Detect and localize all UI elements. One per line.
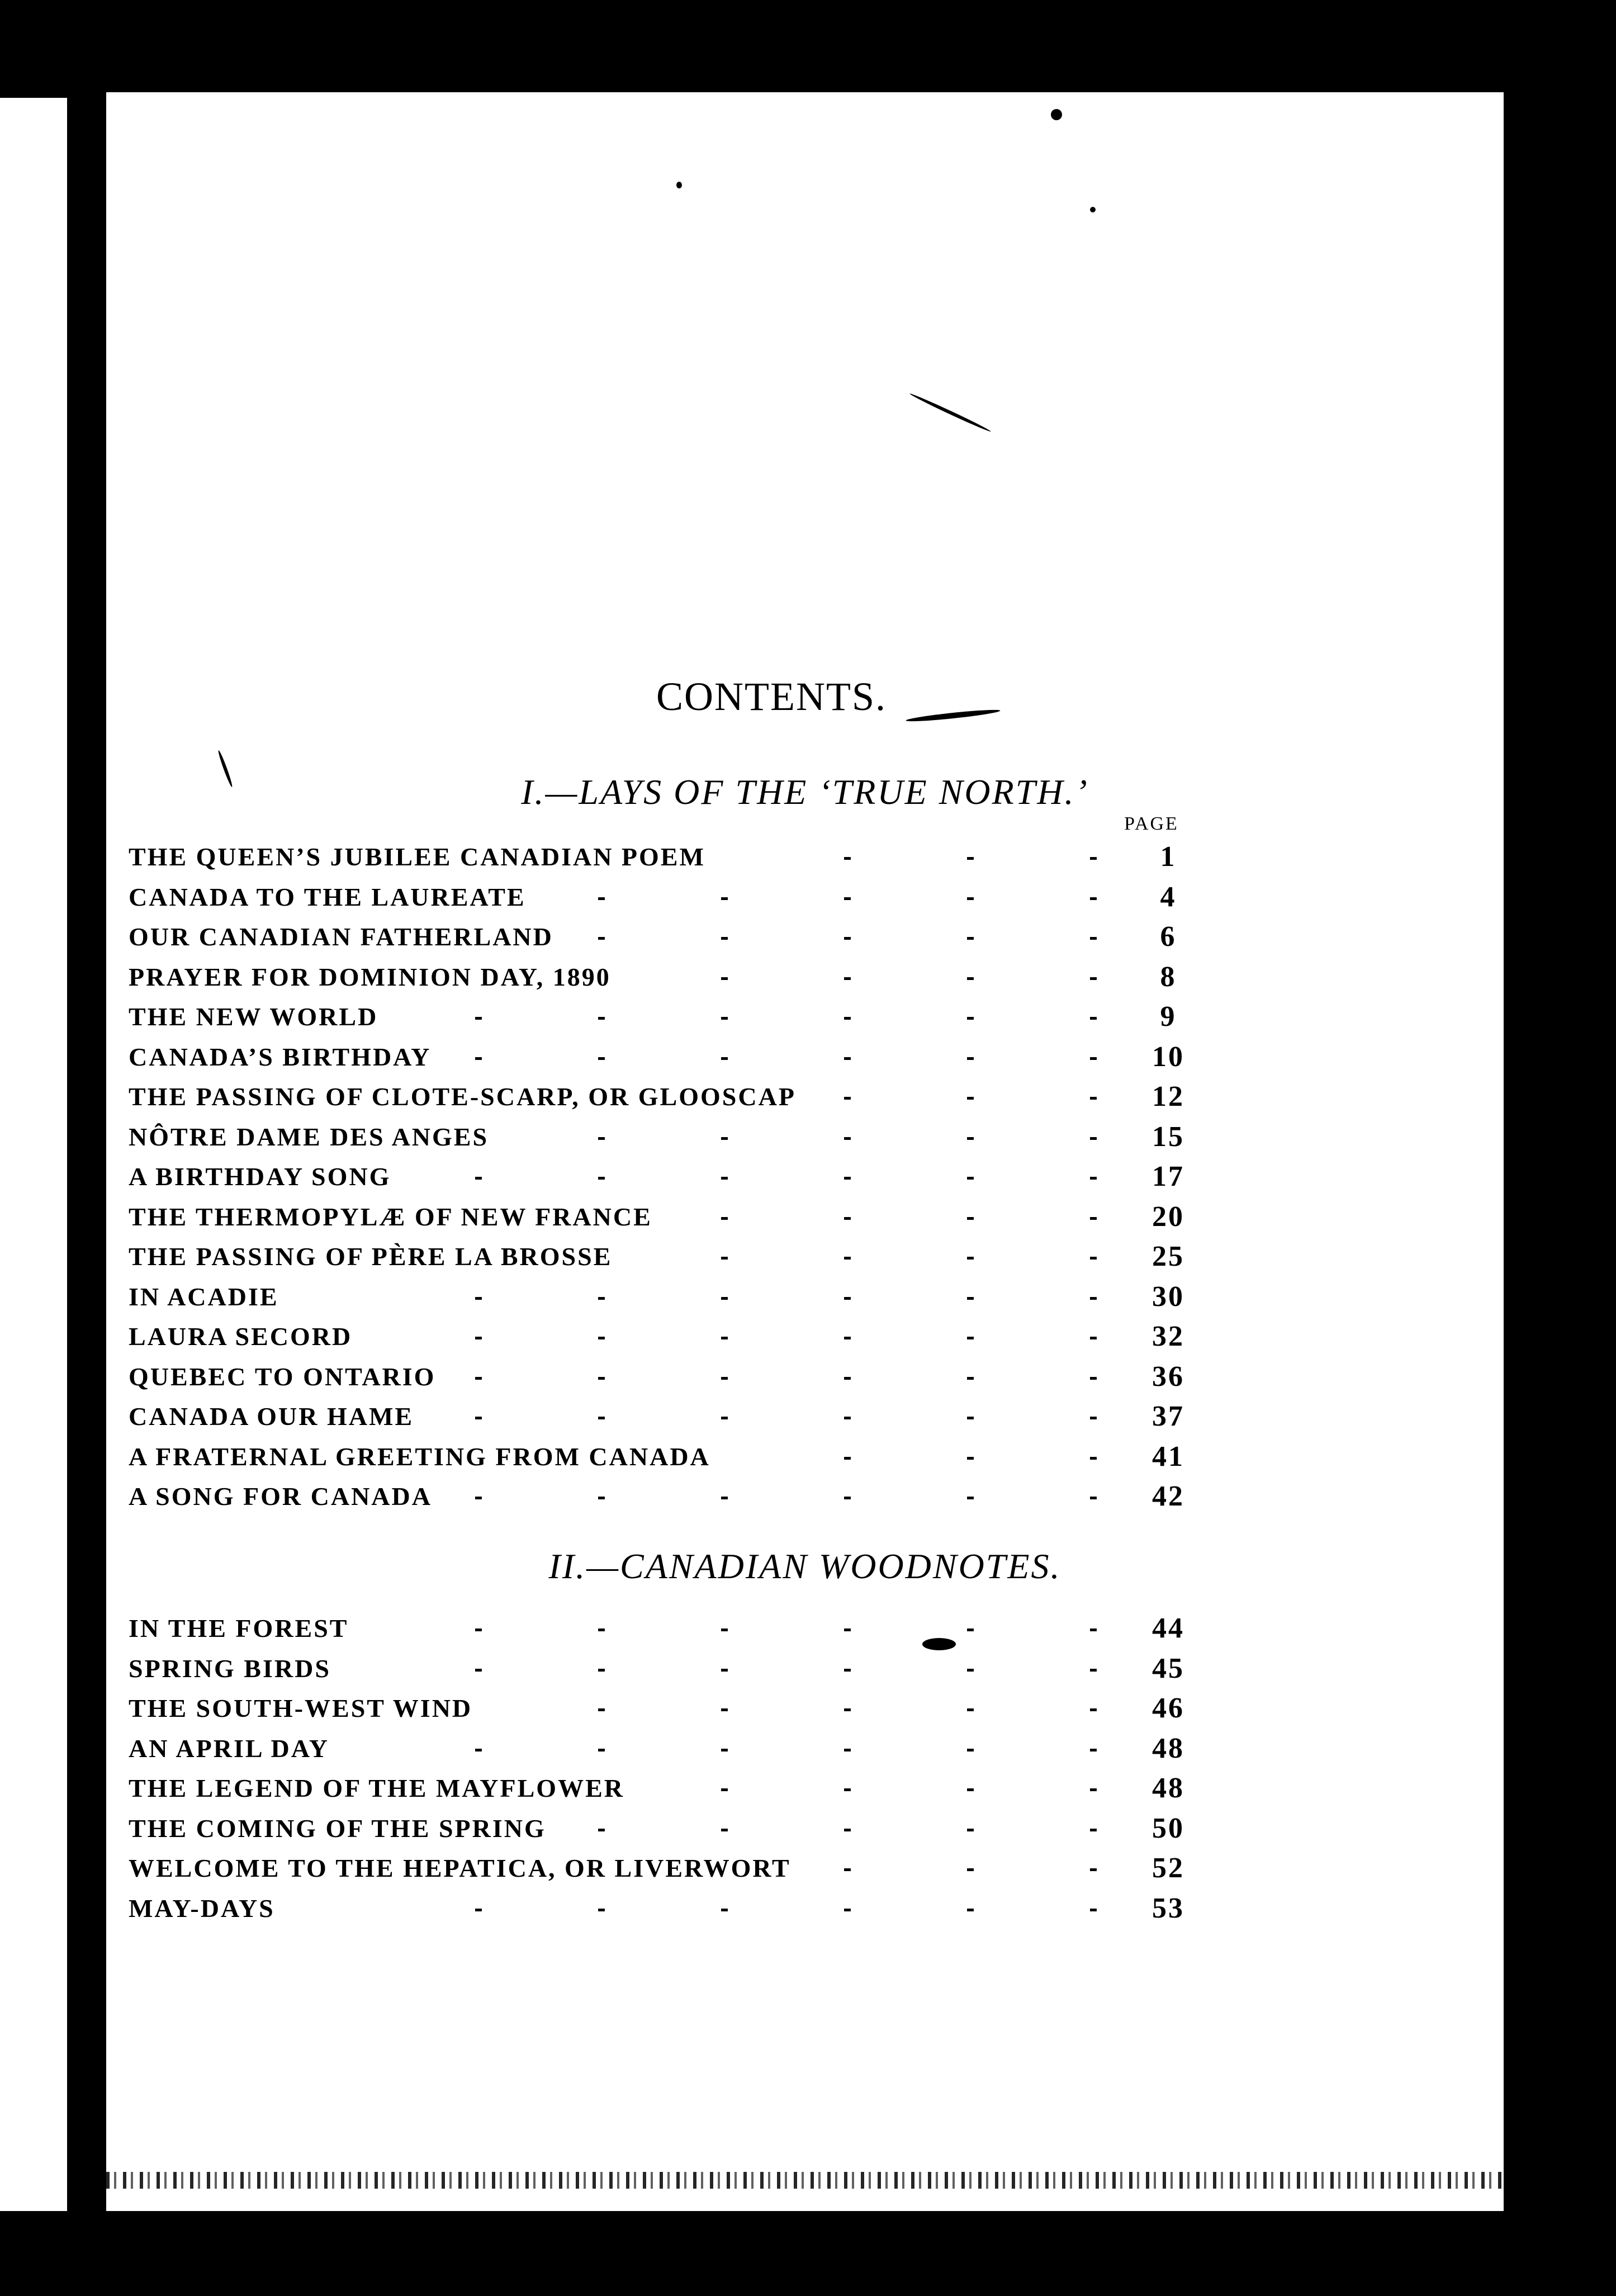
toc-entry-title: IN THE FOREST bbox=[129, 1614, 349, 1642]
scan-speck bbox=[1051, 109, 1062, 120]
leader-dash bbox=[844, 1708, 851, 1711]
leader-dash bbox=[721, 1137, 728, 1140]
toc-entry bbox=[129, 1277, 1247, 1317]
toc-entry bbox=[129, 1729, 1247, 1769]
leader-dash bbox=[475, 1177, 482, 1180]
leader-dash bbox=[967, 1217, 974, 1220]
leader-dash bbox=[844, 1417, 851, 1419]
toc-entry bbox=[129, 1476, 1247, 1517]
leader-dash bbox=[598, 897, 605, 900]
leader-dash bbox=[1090, 1457, 1097, 1460]
leader-dash bbox=[967, 977, 974, 980]
toc-entry-title: LAURA SECORD bbox=[129, 1322, 353, 1351]
scanned-page bbox=[106, 92, 1504, 2211]
leader-dash bbox=[598, 1708, 605, 1711]
toc-entry-page-number: 50 bbox=[1152, 1812, 1184, 1844]
toc-entry-page-number: 44 bbox=[1152, 1612, 1184, 1644]
toc-entry-page-number: 46 bbox=[1152, 1692, 1184, 1724]
toc-entry-page-number: 32 bbox=[1152, 1320, 1184, 1352]
toc-entry bbox=[129, 1888, 1247, 1929]
leader-dash bbox=[844, 1829, 851, 1831]
leader-dash bbox=[967, 1749, 974, 1751]
leader-dash bbox=[721, 1909, 728, 1911]
page-column-label: PAGE bbox=[1124, 813, 1179, 834]
leader-dash bbox=[721, 1669, 728, 1672]
leader-dash bbox=[967, 1417, 974, 1419]
leader-dash bbox=[967, 1257, 974, 1260]
toc-entry-page-number: 1 bbox=[1160, 841, 1177, 873]
leader-dash bbox=[967, 937, 974, 940]
leader-dash bbox=[1090, 1017, 1097, 1020]
leader-dash bbox=[967, 1669, 974, 1672]
toc-entry bbox=[129, 917, 1247, 957]
leader-dash bbox=[967, 1017, 974, 1020]
leader-dash bbox=[844, 1457, 851, 1460]
leader-dash bbox=[1090, 1909, 1097, 1911]
leader-dash bbox=[598, 1497, 605, 1499]
facing-page-edge bbox=[0, 98, 67, 2211]
leader-dash bbox=[1090, 1829, 1097, 1831]
toc-entry-page-number: 53 bbox=[1152, 1892, 1184, 1924]
toc-entry-page-number: 6 bbox=[1160, 921, 1177, 953]
leader-dash bbox=[475, 1017, 482, 1020]
leader-dash bbox=[844, 1788, 851, 1791]
leader-dash bbox=[1090, 937, 1097, 940]
leader-dash bbox=[1090, 1749, 1097, 1751]
toc-entry-title: CANADA OUR HAME bbox=[129, 1402, 414, 1431]
toc-entry-title: WELCOME TO THE HEPATICA, OR LIVERWORT bbox=[129, 1854, 791, 1882]
leader-dash bbox=[1090, 1297, 1097, 1300]
leader-dash bbox=[598, 1017, 605, 1020]
leader-dash bbox=[1090, 1377, 1097, 1380]
toc-entry bbox=[129, 1077, 1247, 1117]
scan-speck bbox=[909, 392, 992, 433]
leader-dash bbox=[721, 1708, 728, 1711]
toc-entry-page-number: 8 bbox=[1160, 960, 1177, 993]
leader-dash bbox=[598, 1297, 605, 1300]
toc-entry bbox=[129, 1237, 1247, 1277]
leader-dash bbox=[844, 1217, 851, 1220]
leader-dash bbox=[967, 1377, 974, 1380]
toc-entry-title: A BIRTHDAY SONG bbox=[129, 1162, 391, 1191]
toc-entry-title: THE COMING OF THE SPRING bbox=[129, 1814, 546, 1843]
leader-dash bbox=[1090, 1137, 1097, 1140]
toc-entry-title: NÔTRE DAME DES ANGES bbox=[129, 1122, 489, 1151]
toc-entry-page-number: 4 bbox=[1160, 880, 1177, 913]
leader-dash bbox=[598, 1628, 605, 1631]
toc-entry-page-number: 25 bbox=[1152, 1241, 1184, 1272]
toc-entry bbox=[129, 1809, 1247, 1849]
toc-entry bbox=[129, 1357, 1247, 1397]
leader-dash bbox=[967, 1628, 974, 1631]
leader-dash bbox=[721, 1217, 728, 1220]
toc-entry-page-number: 9 bbox=[1160, 1001, 1177, 1033]
leader-dash bbox=[721, 1337, 728, 1339]
leader-dash bbox=[1090, 1628, 1097, 1631]
toc-entry bbox=[129, 1688, 1247, 1729]
toc-leader-dashes bbox=[129, 1888, 1112, 1929]
leader-dash bbox=[721, 1829, 728, 1831]
leader-dash bbox=[598, 937, 605, 940]
leader-dash bbox=[475, 1909, 482, 1911]
leader-dash bbox=[1090, 1417, 1097, 1419]
leader-dash bbox=[844, 977, 851, 980]
toc-entry bbox=[129, 1197, 1247, 1237]
page-bottom-edge bbox=[106, 2172, 1504, 2189]
toc-entry-page-number: 15 bbox=[1152, 1120, 1184, 1153]
leader-dash bbox=[1090, 857, 1097, 860]
toc-entry-title: SPRING BIRDS bbox=[129, 1654, 331, 1683]
leader-dash bbox=[844, 1017, 851, 1020]
leader-dash bbox=[475, 1377, 482, 1380]
leader-dash bbox=[475, 1749, 482, 1751]
leader-dash bbox=[1090, 1177, 1097, 1180]
leader-dash bbox=[844, 1137, 851, 1140]
leader-dash bbox=[967, 1137, 974, 1140]
toc-entry bbox=[129, 877, 1247, 917]
leader-dash bbox=[1090, 1788, 1097, 1791]
leader-dash bbox=[967, 1708, 974, 1711]
leader-dash bbox=[844, 897, 851, 900]
toc-entry bbox=[129, 1117, 1247, 1157]
leader-dash bbox=[475, 1417, 482, 1419]
toc-entry-title: THE PASSING OF CLOTE-SCARP, OR GLOOSCAP bbox=[129, 1082, 796, 1111]
toc-entry bbox=[129, 1649, 1247, 1689]
leader-dash bbox=[721, 1177, 728, 1180]
leader-dash bbox=[598, 1669, 605, 1672]
leader-dash bbox=[967, 1097, 974, 1100]
toc-entry-title: THE SOUTH-WEST WIND bbox=[129, 1694, 473, 1722]
toc-entry-page-number: 41 bbox=[1152, 1440, 1184, 1473]
leader-dash bbox=[721, 1417, 728, 1419]
page-title: CONTENTS. bbox=[656, 674, 887, 719]
leader-dash bbox=[475, 1628, 482, 1631]
leader-dash bbox=[475, 1297, 482, 1300]
toc-entry-title: A SONG FOR CANADA bbox=[129, 1482, 432, 1511]
toc-entry bbox=[129, 1157, 1247, 1197]
leader-dash bbox=[721, 1297, 728, 1300]
leader-dash bbox=[1090, 1708, 1097, 1711]
leader-dash bbox=[844, 1868, 851, 1871]
toc-entry-title: MAY-DAYS bbox=[129, 1893, 275, 1923]
toc-entry-page-number: 12 bbox=[1152, 1081, 1184, 1113]
leader-dash bbox=[598, 1749, 605, 1751]
leader-dash bbox=[1090, 1057, 1097, 1060]
leader-dash bbox=[967, 897, 974, 900]
leader-dash bbox=[721, 1628, 728, 1631]
leader-dash bbox=[844, 1057, 851, 1060]
leader-dash bbox=[1090, 1868, 1097, 1871]
leader-dash bbox=[721, 1017, 728, 1020]
leader-dash bbox=[967, 1337, 974, 1339]
leader-dash bbox=[721, 1497, 728, 1499]
toc-entry-title: IN ACADIE bbox=[129, 1282, 279, 1311]
toc-entry-page-number: 45 bbox=[1152, 1652, 1184, 1684]
toc-entry-title: OUR CANADIAN FATHERLAND bbox=[129, 922, 553, 951]
toc-entry bbox=[129, 957, 1247, 997]
leader-dash bbox=[721, 1257, 728, 1260]
section-heading-1: I.—LAYS OF THE ‘TRUE NORTH.’ bbox=[521, 772, 1089, 812]
leader-dash bbox=[844, 937, 851, 940]
leader-dash bbox=[598, 1377, 605, 1380]
leader-dash bbox=[598, 1177, 605, 1180]
leader-dash bbox=[721, 897, 728, 900]
leader-dash bbox=[1090, 1217, 1097, 1220]
toc-entry bbox=[129, 1437, 1247, 1477]
toc-entry bbox=[129, 1317, 1247, 1357]
leader-dash bbox=[721, 1377, 728, 1380]
leader-dash bbox=[475, 1337, 482, 1339]
toc-entry bbox=[129, 1848, 1247, 1888]
leader-dash bbox=[475, 1057, 482, 1060]
leader-dash bbox=[844, 1097, 851, 1100]
leader-dash bbox=[598, 1137, 605, 1140]
toc-entry-page-number: 37 bbox=[1152, 1400, 1184, 1432]
section-heading-2: II.—CANADIAN WOODNOTES. bbox=[548, 1546, 1061, 1586]
toc-entry bbox=[129, 997, 1247, 1037]
leader-dash bbox=[967, 1788, 974, 1791]
toc-entry-page-number: 52 bbox=[1152, 1852, 1184, 1884]
toc-entry-page-number: 48 bbox=[1152, 1732, 1184, 1764]
toc-entry-title: AN APRIL DAY bbox=[129, 1734, 329, 1763]
leader-dash bbox=[844, 1177, 851, 1180]
leader-dash bbox=[844, 857, 851, 860]
toc-entry-page-number: 42 bbox=[1152, 1480, 1184, 1512]
toc-entry-title: THE NEW WORLD bbox=[129, 1002, 378, 1031]
leader-dash bbox=[475, 1669, 482, 1672]
scan-speck bbox=[1090, 207, 1096, 212]
leader-dash bbox=[598, 1829, 605, 1831]
leader-dash bbox=[1090, 1257, 1097, 1260]
toc-entry-title: CANADA TO THE LAUREATE bbox=[129, 882, 526, 911]
leader-dash bbox=[721, 1749, 728, 1751]
toc-entry-page-number: 10 bbox=[1152, 1040, 1184, 1073]
leader-dash bbox=[967, 1457, 974, 1460]
toc-entry bbox=[129, 1396, 1247, 1437]
leader-dash bbox=[967, 1497, 974, 1499]
toc-entry-title: CANADA’S BIRTHDAY bbox=[129, 1042, 432, 1071]
toc-entry-title: A FRATERNAL GREETING FROM CANADA bbox=[129, 1442, 710, 1471]
leader-dash bbox=[1090, 1497, 1097, 1499]
scan-speck bbox=[676, 182, 682, 188]
leader-dash bbox=[844, 1377, 851, 1380]
toc-list-section-1 bbox=[129, 837, 1247, 1517]
leader-dash bbox=[967, 857, 974, 860]
leader-dash bbox=[967, 1177, 974, 1180]
leader-dash bbox=[844, 1749, 851, 1751]
toc-entry-page-number: 20 bbox=[1152, 1200, 1184, 1233]
leader-dash bbox=[721, 1788, 728, 1791]
toc-entry-title: THE THERMOPYLÆ OF NEW FRANCE bbox=[129, 1202, 652, 1231]
toc-entry-page-number: 48 bbox=[1152, 1772, 1184, 1804]
leader-dash bbox=[967, 1868, 974, 1871]
toc-entry bbox=[129, 1768, 1247, 1809]
leader-dash bbox=[598, 1337, 605, 1339]
leader-dash bbox=[598, 1417, 605, 1419]
toc-entry-page-number: 36 bbox=[1152, 1360, 1184, 1393]
leader-dash bbox=[1090, 897, 1097, 900]
toc-entry-title: PRAYER FOR DOMINION DAY, 1890 bbox=[129, 962, 611, 991]
leader-dash bbox=[721, 937, 728, 940]
leader-dash bbox=[844, 1628, 851, 1631]
toc-entry bbox=[129, 1037, 1247, 1077]
toc-entry bbox=[129, 837, 1247, 877]
leader-dash bbox=[967, 1057, 974, 1060]
leader-dash bbox=[844, 1337, 851, 1339]
toc-list-section-2 bbox=[129, 1608, 1247, 1928]
leader-dash bbox=[844, 1909, 851, 1911]
leader-dash bbox=[1090, 977, 1097, 980]
toc-entry-title: THE PASSING OF PÈRE LA BROSSE bbox=[129, 1242, 613, 1271]
leader-dash bbox=[1090, 1097, 1097, 1100]
toc-entry bbox=[129, 1608, 1247, 1649]
leader-dash bbox=[844, 1297, 851, 1300]
leader-dash bbox=[844, 1257, 851, 1260]
toc-entry-page-number: 30 bbox=[1152, 1280, 1184, 1313]
leader-dash bbox=[475, 1497, 482, 1499]
toc-entry-title: THE QUEEN’S JUBILEE CANADIAN POEM bbox=[129, 842, 705, 871]
binding-gutter bbox=[67, 92, 106, 2211]
leader-dash bbox=[967, 1297, 974, 1300]
leader-dash bbox=[721, 977, 728, 980]
leader-dash bbox=[967, 1909, 974, 1911]
leader-dash bbox=[598, 1909, 605, 1911]
leader-dash bbox=[1090, 1669, 1097, 1672]
leader-dash bbox=[844, 1669, 851, 1672]
toc-entry-title: QUEBEC TO ONTARIO bbox=[129, 1362, 436, 1391]
leader-dash bbox=[721, 1057, 728, 1060]
leader-dash bbox=[844, 1497, 851, 1499]
toc-entry-title: THE LEGEND OF THE MAYFLOWER bbox=[129, 1774, 624, 1802]
leader-dash bbox=[1090, 1337, 1097, 1339]
leader-dash bbox=[967, 1829, 974, 1831]
leader-dash bbox=[598, 1057, 605, 1060]
toc-entry-page-number: 17 bbox=[1152, 1161, 1184, 1192]
